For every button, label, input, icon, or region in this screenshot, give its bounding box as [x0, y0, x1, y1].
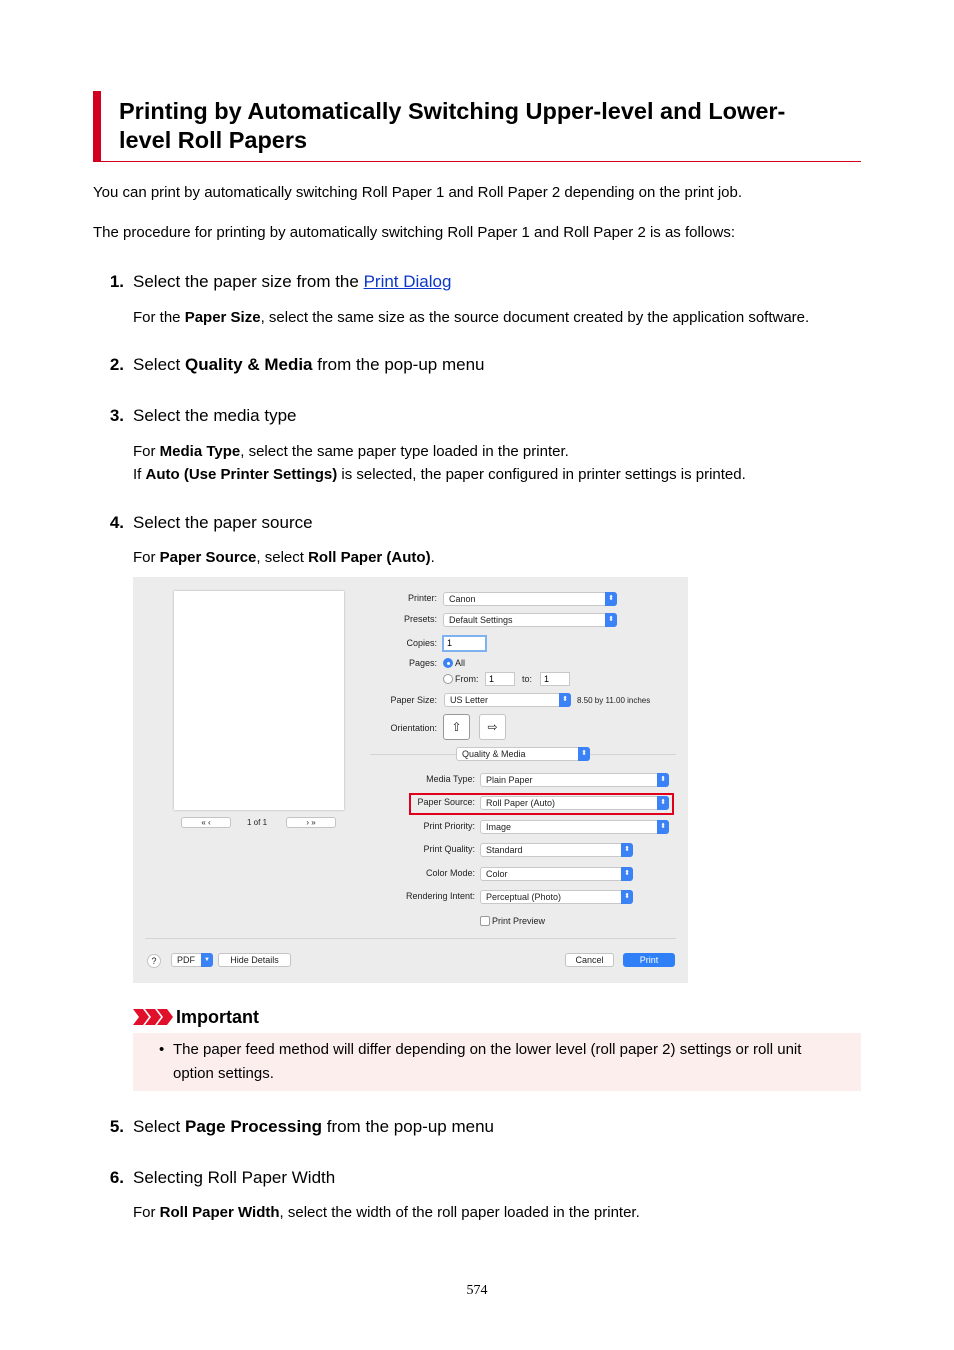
step-1-detail-prefix: For the [133, 309, 185, 326]
step-4-number: 4. [109, 513, 124, 532]
pages-range-radio[interactable] [443, 674, 453, 684]
step-3-detail-1-prefix: For [133, 443, 160, 460]
page-title-line-2: level Roll Papers [119, 127, 308, 153]
presets-select[interactable] [443, 613, 617, 627]
step-3-number: 3. [109, 406, 124, 425]
step-3-detail-2-bold: Auto (Use Printer Settings) [145, 466, 338, 483]
chevron-updown-icon: ⬍ [621, 843, 633, 857]
step-5-prefix: Select [133, 1117, 185, 1136]
paper-size-dimensions: 8.50 by 11.00 inches [577, 696, 651, 705]
cancel-button[interactable]: Cancel [565, 953, 614, 967]
step-4-detail-middle: , select [256, 549, 309, 566]
step-4-detail-prefix: For [133, 549, 160, 566]
print-priority-label: Print Priority: [423, 821, 475, 831]
chevron-updown-icon: ⬍ [605, 613, 617, 627]
print-priority-value: Image [486, 822, 512, 832]
step-3-detail-2-prefix: If [133, 466, 146, 483]
page-counter: 1 of 1 [247, 818, 268, 827]
chevron-updown-icon: ⬍ [559, 693, 571, 707]
page-title-line-1: Printing by Automatically Switching Upper-level and Lower- [119, 98, 786, 124]
chevron-updown-icon: ⬍ [605, 592, 617, 606]
chevron-updown-icon: ⬍ [578, 747, 590, 761]
step-1-prefix: Select the paper size from the [133, 272, 364, 291]
step-6-detail [133, 1201, 640, 1224]
step-4-text: Select the paper source [133, 513, 313, 532]
step-5-suffix: from the pop-up menu [322, 1117, 494, 1136]
page-title [119, 97, 839, 155]
step-3-detail-2 [133, 463, 746, 486]
step-3-detail-2-suffix: is selected, the paper configured in printer settings is printed. [337, 466, 746, 483]
print-priority-select[interactable] [480, 820, 669, 834]
paper-source-label: Paper Source: [417, 797, 475, 807]
step-3-detail-1-suffix: , select the same paper type loaded in the printer. [240, 443, 569, 460]
important-title: Important [176, 1007, 259, 1027]
step-5-number: 5. [109, 1117, 124, 1136]
chevron-updown-icon: ⬍ [657, 820, 669, 834]
important-bullet-text [173, 1038, 853, 1086]
rendering-intent-select[interactable] [480, 890, 633, 904]
step-2-suffix: from the pop-up menu [312, 355, 485, 374]
presets-label: Presets: [403, 614, 437, 624]
pages-label: Pages: [408, 658, 437, 668]
printer-select[interactable] [443, 592, 617, 606]
intro-paragraph-2: The procedure for printing by automatically switching Roll Paper 1 and Roll Paper 2 is as follows: [93, 224, 735, 241]
step-6-detail-suffix: , select the width of the roll paper loaded in the printer. [279, 1204, 640, 1221]
separator-bottom [145, 938, 676, 939]
step-1-detail-bold: Paper Size [184, 309, 261, 326]
media-type-label: Media Type: [426, 774, 475, 784]
step-3-detail-1-bold: Media Type [159, 443, 241, 460]
color-mode-select[interactable] [480, 867, 633, 881]
pages-from-label: From: [455, 674, 479, 684]
step-5-text [133, 1117, 494, 1137]
print-button[interactable]: Print [623, 953, 675, 967]
next-last-page-buttons[interactable]: › » [286, 817, 336, 828]
step-6-number: 6. [109, 1168, 124, 1187]
print-preview-label: Print Preview [492, 916, 546, 926]
step-1-detail [133, 306, 809, 329]
bullet-icon: • [159, 1041, 165, 1058]
step-2-prefix: Select [133, 355, 185, 374]
step-5-bold: Page Processing [184, 1117, 322, 1136]
print-quality-select[interactable] [480, 843, 633, 857]
help-button[interactable]: ? [147, 954, 161, 968]
important-bullet-line-1: The paper feed method will differ depending on the lower level (roll paper 2) settings or roll unit [173, 1041, 802, 1058]
step-3-detail-1 [133, 440, 569, 463]
page-preview [174, 591, 344, 810]
step-4-detail-bold-2: Roll Paper (Auto) [308, 549, 431, 566]
presets-value: Default Settings [449, 615, 513, 625]
step-4-detail-bold-1: Paper Source [159, 549, 257, 566]
step-1-number: 1. [109, 272, 124, 291]
step-6-detail-prefix: For [133, 1204, 160, 1221]
paper-source-select[interactable] [480, 796, 669, 810]
paper-size-select[interactable] [444, 693, 571, 707]
step-2-text [133, 355, 485, 375]
landscape-orientation-icon[interactable]: ⇨ [479, 714, 506, 740]
paper-source-value: Roll Paper (Auto) [486, 798, 556, 808]
copies-label: Copies: [406, 638, 437, 648]
step-6-text: Selecting Roll Paper Width [133, 1168, 336, 1187]
pages-all-label: All [455, 658, 466, 668]
important-bullet-line-2: option settings. [173, 1065, 274, 1082]
print-preview-checkbox[interactable] [480, 916, 490, 926]
chevron-updown-icon: ⬍ [621, 867, 633, 881]
first-prev-page-buttons[interactable]: « ‹ [181, 817, 231, 828]
hide-details-button[interactable]: Hide Details [218, 953, 291, 967]
print-quality-value: Standard [486, 845, 523, 855]
intro-paragraph-1: You can print by automatically switching Roll Paper 1 and Roll Paper 2 depending on the print job. [93, 184, 743, 201]
chevron-updown-icon: ⬍ [621, 890, 633, 904]
copies-input[interactable]: 1 [442, 635, 487, 652]
step-3-text: Select the media type [133, 406, 297, 425]
rendering-intent-label: Rendering Intent: [405, 891, 475, 901]
panel-value: Quality & Media [462, 749, 526, 759]
step-1-text [133, 272, 451, 292]
print-dialog-link[interactable]: Print Dialog [363, 272, 452, 291]
media-type-select[interactable] [480, 773, 669, 787]
pages-to-label: to: [522, 674, 533, 684]
step-4-detail [133, 546, 435, 569]
pdf-button[interactable] [171, 953, 213, 967]
print-quality-label: Print Quality: [423, 844, 475, 854]
color-mode-value: Color [486, 869, 508, 879]
rendering-intent-value: Perceptual (Photo) [486, 892, 562, 902]
step-2-bold: Quality & Media [184, 355, 313, 374]
step-1-detail-suffix: , select the same size as the source document created by the application software. [260, 309, 810, 326]
chevron-updown-icon: ⬍ [657, 796, 669, 810]
step-6-detail-bold: Roll Paper Width [159, 1204, 280, 1221]
chevron-updown-icon: ⬍ [657, 773, 669, 787]
page-number: 574 [466, 1283, 488, 1298]
printer-label: Printer: [407, 593, 437, 603]
pdf-label: PDF [177, 955, 195, 965]
color-mode-label: Color Mode: [425, 868, 475, 878]
step-2-number: 2. [109, 355, 124, 374]
pages-to-input[interactable]: 1 [540, 672, 570, 686]
panel-select[interactable] [456, 747, 590, 761]
pages-from-input[interactable]: 1 [485, 672, 515, 686]
media-type-value: Plain Paper [486, 775, 533, 785]
printer-value: Canon [449, 594, 476, 604]
orientation-label: Orientation: [390, 723, 437, 733]
paper-size-label: Paper Size: [390, 695, 437, 705]
heading-rule [93, 161, 861, 162]
print-dialog-screenshot [133, 577, 688, 983]
pages-all-radio[interactable] [443, 658, 453, 668]
heading-accent-bar [93, 91, 101, 162]
step-4-detail-suffix: . [430, 549, 435, 566]
chevron-down-icon: ▼ [201, 953, 213, 967]
paper-size-value: US Letter [450, 695, 489, 705]
portrait-orientation-icon[interactable]: ⇧ [443, 714, 470, 740]
important-chevrons-icon [133, 1008, 173, 1026]
